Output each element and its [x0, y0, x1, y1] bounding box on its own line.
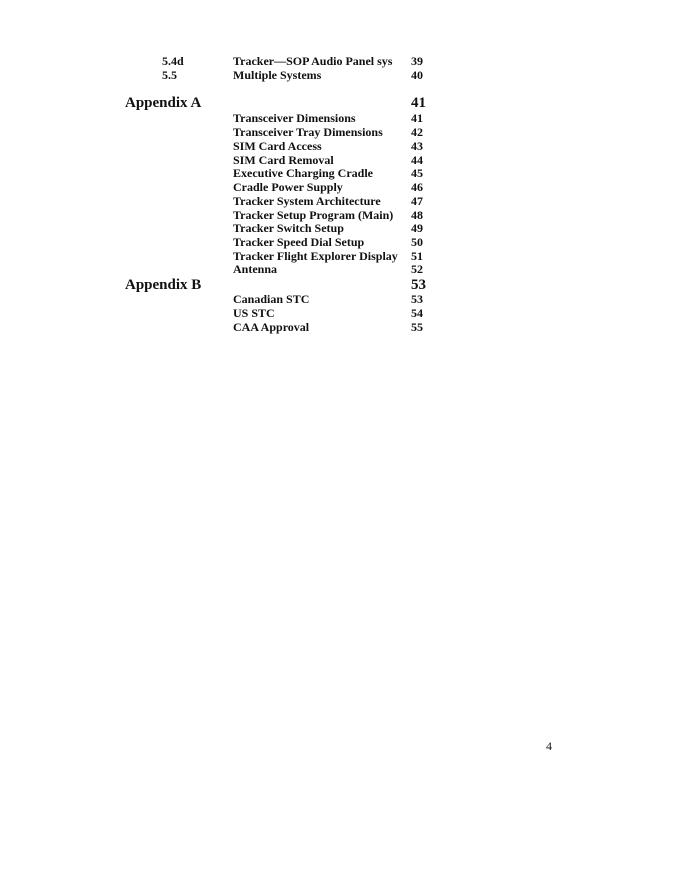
item-title: Transceiver Dimensions	[233, 111, 356, 125]
item-title: Tracker Speed Dial Setup	[233, 235, 365, 249]
section-number: 5.4d	[162, 54, 184, 68]
item-title: US STC	[233, 306, 275, 320]
item-title: Canadian STC	[233, 292, 310, 306]
item-title: Tracker System Architecture	[233, 194, 381, 208]
item-page: 54	[411, 306, 423, 320]
page-number: 4	[546, 739, 552, 753]
toc-item	[0, 249, 680, 263]
toc-item	[0, 166, 680, 180]
section-page: 40	[411, 68, 423, 82]
appendix-a-page: 41	[411, 95, 426, 111]
item-page: 55	[411, 320, 423, 334]
item-title: Tracker Switch Setup	[233, 221, 344, 235]
appendix-b-label: Appendix B	[125, 277, 202, 293]
item-title: CAA Approval	[233, 320, 310, 334]
item-title: Cradle Power Supply	[233, 180, 343, 194]
toc-item	[0, 139, 680, 153]
toc-item	[0, 208, 680, 222]
toc-item	[0, 125, 680, 139]
item-title: Antenna	[233, 262, 278, 276]
item-page: 51	[411, 249, 423, 263]
appendix-a-label: Appendix A	[125, 95, 202, 111]
item-page: 47	[411, 194, 423, 208]
toc-item	[0, 320, 680, 334]
toc-entry-5-4d	[0, 54, 680, 68]
item-page: 44	[411, 153, 423, 167]
item-title: Tracker Flight Explorer Display	[233, 249, 398, 263]
item-title: SIM Card Access	[233, 139, 322, 153]
toc-item	[0, 262, 680, 276]
toc-item	[0, 235, 680, 249]
item-page: 42	[411, 125, 423, 139]
section-title: Tracker—SOP Audio Panel sys	[233, 54, 393, 68]
section-page: 39	[411, 54, 423, 68]
toc-item	[0, 306, 680, 320]
toc-item	[0, 194, 680, 208]
toc-item	[0, 153, 680, 167]
item-page: 48	[411, 208, 423, 222]
item-page: 52	[411, 262, 423, 276]
item-page: 45	[411, 166, 423, 180]
item-title: SIM Card Removal	[233, 153, 334, 167]
appendix-a-heading	[0, 93, 680, 113]
item-page: 41	[411, 111, 423, 125]
item-page: 46	[411, 180, 423, 194]
item-page: 49	[411, 221, 423, 235]
toc-item	[0, 221, 680, 235]
toc-item	[0, 292, 680, 306]
item-title: Transceiver Tray Dimensions	[233, 125, 383, 139]
item-page: 43	[411, 139, 423, 153]
item-page: 53	[411, 292, 423, 306]
toc-item	[0, 111, 680, 125]
section-title: Multiple Systems	[233, 68, 322, 82]
section-number: 5.5	[162, 68, 177, 82]
item-page: 50	[411, 235, 423, 249]
appendix-b-page: 53	[411, 277, 426, 293]
item-title: Tracker Setup Program (Main)	[233, 208, 394, 222]
item-title: Executive Charging Cradle	[233, 166, 373, 180]
toc-item	[0, 180, 680, 194]
toc-entry-5-5	[0, 68, 680, 82]
